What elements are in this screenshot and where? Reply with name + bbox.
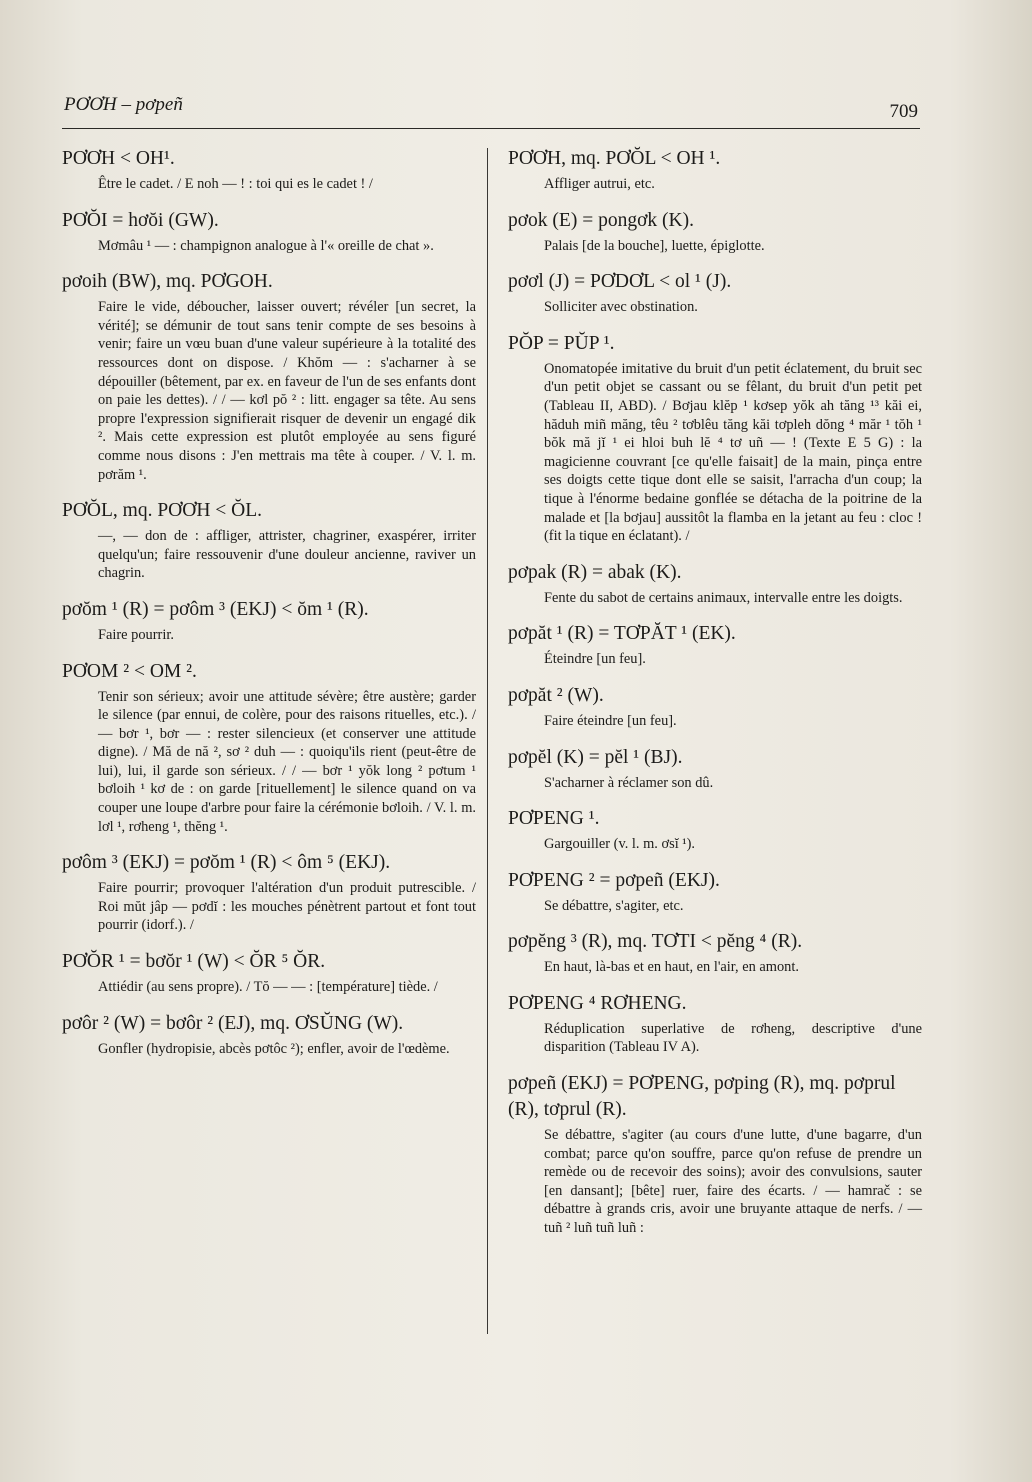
entry-headword: pơpăt ¹ (R) = TƠPĂT ¹ (EK).	[508, 623, 736, 645]
entry-headword: pơoih (BW), mq. PƠGOH.	[62, 271, 273, 293]
dictionary-entry	[508, 208, 922, 256]
entry-headword: pơpĕl (K) = pĕl ¹ (BJ).	[508, 746, 683, 768]
entry-definition: Faire éteindre [un feu].	[544, 712, 677, 729]
column-divider	[487, 148, 488, 1334]
dictionary-entry	[62, 1011, 476, 1059]
entry-definition: Fente du sabot de certains animaux, intervalle entre les doigts.	[544, 589, 903, 606]
entry-definition: Réduplication superlative de rơheng, descriptive d'une disparition (Tableau IV A).	[544, 1020, 922, 1056]
right-column	[508, 146, 922, 1252]
dictionary-entry	[508, 331, 922, 546]
entry-headword: pơôm ³ (EKJ) = pơŏm ¹ (R) < ôm ⁵ (EKJ).	[62, 852, 391, 874]
entry-headword: pơpĕng ³ (R), mq. TƠTI < pĕng ⁴ (R).	[508, 931, 803, 953]
entry-headword: pơpak (R) = abak (K).	[508, 561, 682, 583]
dictionary-entry	[62, 208, 476, 256]
entry-headword: PƠPENG ² = pơpeñ (EKJ).	[508, 869, 720, 891]
page-header	[62, 92, 920, 129]
entry-definition: Se débattre, s'agiter, etc.	[544, 897, 684, 914]
running-head: PƠƠH – pơpeñ	[64, 94, 183, 115]
entry-definition: Onomatopée imitative du bruit d'un petit éclatement, du bruit sec d'un petit objet se cassant ou se fêlant, du bruit d'un petit pet (Tableau II, ABD). / Bơjau klĕp ¹ kơsep yŏk ah tăng ¹³ kăi ei, hăduh miñ măng, têu ² tơblêu tăng kăi tơpleh dŏng ⁴ măr ¹ tŏh ¹ bŏk mă jĭ ¹ ei hloi buh lĕ ⁴ tơ uñ — ! (Texte E 5 G) : la magicienne couvrant [ce qu'elle faisait] de la main, pinça entre ses doigts cette tique dont elle se saisit, l'arracha d'un coup; la tique à l'énorme bedaine gonflée se détacha de la poitrine de la malade et [la bơjau] aussitôt la flamba en la jetant au feu : cloc ! (fit la tique en éclatant). /	[544, 360, 922, 545]
entry-definition: Tenir son sérieux; avoir une attitude sévère; être austère; garder le silence (par ennui, de colère, pour des raisons rituelles, etc.). / — bơr ¹, bơr — : rester silencieux (et conserver une attitude digne). / Mă de nă ², sơ ² duh — : quoiqu'ils rient (peut-être de lui), lui, il garde son sérieux. / / — bơr ¹ yŏk long ² pơtum ¹ bơloih ¹ kơ de : on garde [rituellement] le silence quand on va couper une loupe d'arbre pour faire la cérémonie bơloih. / V. l. m. lơl ¹, rơheng ¹, thĕng ¹.	[98, 688, 476, 835]
entry-headword: pơôr ² (W) = bơôr ² (EJ), mq. ƠSŬNG (W).	[62, 1012, 404, 1034]
dictionary-entry	[508, 868, 922, 916]
entry-definition: En haut, là-bas et en haut, en l'air, en amont.	[544, 959, 799, 976]
entry-headword: pơok (E) = pongơk (K).	[508, 209, 694, 231]
dictionary-entry	[62, 850, 476, 935]
dictionary-entry	[508, 621, 922, 669]
dictionary-entry	[62, 597, 476, 645]
dictionary-entry	[508, 560, 922, 608]
entry-definition: —, — don de : affliger, attrister, chagriner, exaspérer, irriter quelqu'un; faire ressouvenir d'une douleur ancienne, raviver un chagrin.	[98, 528, 476, 582]
dictionary-entry	[508, 929, 922, 977]
entry-definition: Se débattre, s'agiter (au cours d'une lutte, d'une bagarre, d'un combat; parce qu'on souffre, parce qu'on refuse de prendre un remède ou de recevoir des soins); avoir des convulsions, sauter [en dansant]; [bête] ruer, faire des écarts. / — hamrač : se débattre à grands cris, avoir une bruyante attaque de nerfs. / — tuñ ² luñ tuñ luñ :	[544, 1127, 922, 1237]
entry-headword: PŎP = PŬP ¹.	[508, 332, 615, 354]
entry-headword: pơpăt ² (W).	[508, 684, 604, 706]
dictionary-entry	[508, 745, 922, 793]
entry-definition: Solliciter avec obstination.	[544, 299, 698, 316]
dictionary-entry	[62, 659, 476, 837]
entry-headword: PƠŎL, mq. PƠƠH < ŎL.	[62, 500, 263, 522]
entry-definition: Gargouiller (v. l. m. ơsĭ ¹).	[544, 836, 696, 853]
dictionary-entry	[508, 146, 922, 194]
entry-headword: pơpeñ (EKJ) = PƠPENG, pơping (R), mq. pơprul (R), tơprul (R).	[508, 1073, 896, 1121]
entry-definition: Mơmâu ¹ — : champignon analogue à l'« oreille de chat ».	[98, 237, 434, 254]
entry-definition: Éteindre [un feu].	[544, 651, 646, 668]
entry-headword: PƠPENG ⁴ RƠHENG.	[508, 992, 687, 1014]
dictionary-entry	[508, 269, 922, 317]
entry-headword: PƠƠH < OH¹.	[62, 148, 175, 169]
entry-definition: Palais [de la bouche], luette, épiglotte.	[544, 237, 765, 254]
dictionary-entry	[62, 949, 476, 997]
entry-definition: Faire pourrir.	[98, 626, 174, 643]
entry-headword: pơŏm ¹ (R) = pơôm ³ (EKJ) < ŏm ¹ (R).	[62, 598, 369, 620]
entry-headword: PƠŎI = hơŏi (GW).	[62, 209, 219, 231]
entry-definition: Affliger autrui, etc.	[544, 176, 655, 192]
entry-headword: PƠOM ² < OM ².	[62, 660, 197, 682]
page-number: 709	[889, 101, 918, 122]
entry-definition: Être le cadet. / E noh — ! : toi qui es le cadet ! /	[98, 176, 373, 192]
entry-headword: pơơl (J) = PƠDƠL < ol ¹ (J).	[508, 271, 732, 293]
entry-headword: PƠPENG ¹.	[508, 808, 600, 830]
dictionary-entry	[62, 146, 476, 194]
dictionary-entry	[508, 683, 922, 731]
entry-headword: PƠŎR ¹ = bơŏr ¹ (W) < ŎR ⁵ ŎR.	[62, 951, 326, 973]
dictionary-entry	[508, 1071, 922, 1238]
dictionary-entry	[62, 498, 476, 583]
entry-definition: S'acharner à réclamer son dû.	[544, 774, 714, 791]
entry-definition: Faire pourrir; provoquer l'altération d'un produit putrescible. / Roi mŭt jâp — pơdĭ : les mouches pénètrent partout et font tout pourrir (idorf.). /	[98, 880, 476, 934]
entry-definition: Faire le vide, déboucher, laisser ouvert; révéler [un secret, la vérité]; se démunir de tout sans tenir compte de ses besoins à venir; faire un vœu buan d'une valeur supérieure à la totalité des ressources dont on dispose. / Khŏm — : s'acharner à se dépouiller (bêtement, par ex. en faveur de l'un de ses enfants dont on paie les dettes). / / — kơl pŏ ² : litt. engager sa tête. Au sens propre l'expression signifierait risquer de devenir un engagé dik ². Mais cette expression est plutôt employée au sens figuré comme nous disons : J'en mettrais ma tête à couper. / V. l. m. pơrăm ¹.	[98, 299, 476, 483]
entry-definition: Attiédir (au sens propre). / Tŏ — — : [température] tiède. /	[98, 979, 438, 996]
entry-definition: Gonfler (hydropisie, abcès pơtôc ²); enfler, avoir de l'œdème.	[98, 1040, 450, 1057]
dictionary-entry	[508, 806, 922, 854]
left-column	[62, 146, 476, 1072]
dictionary-entry	[62, 269, 476, 484]
entry-headword: PƠƠH, mq. PƠŎL < OH ¹.	[508, 148, 721, 169]
dictionary-entry	[508, 991, 922, 1057]
